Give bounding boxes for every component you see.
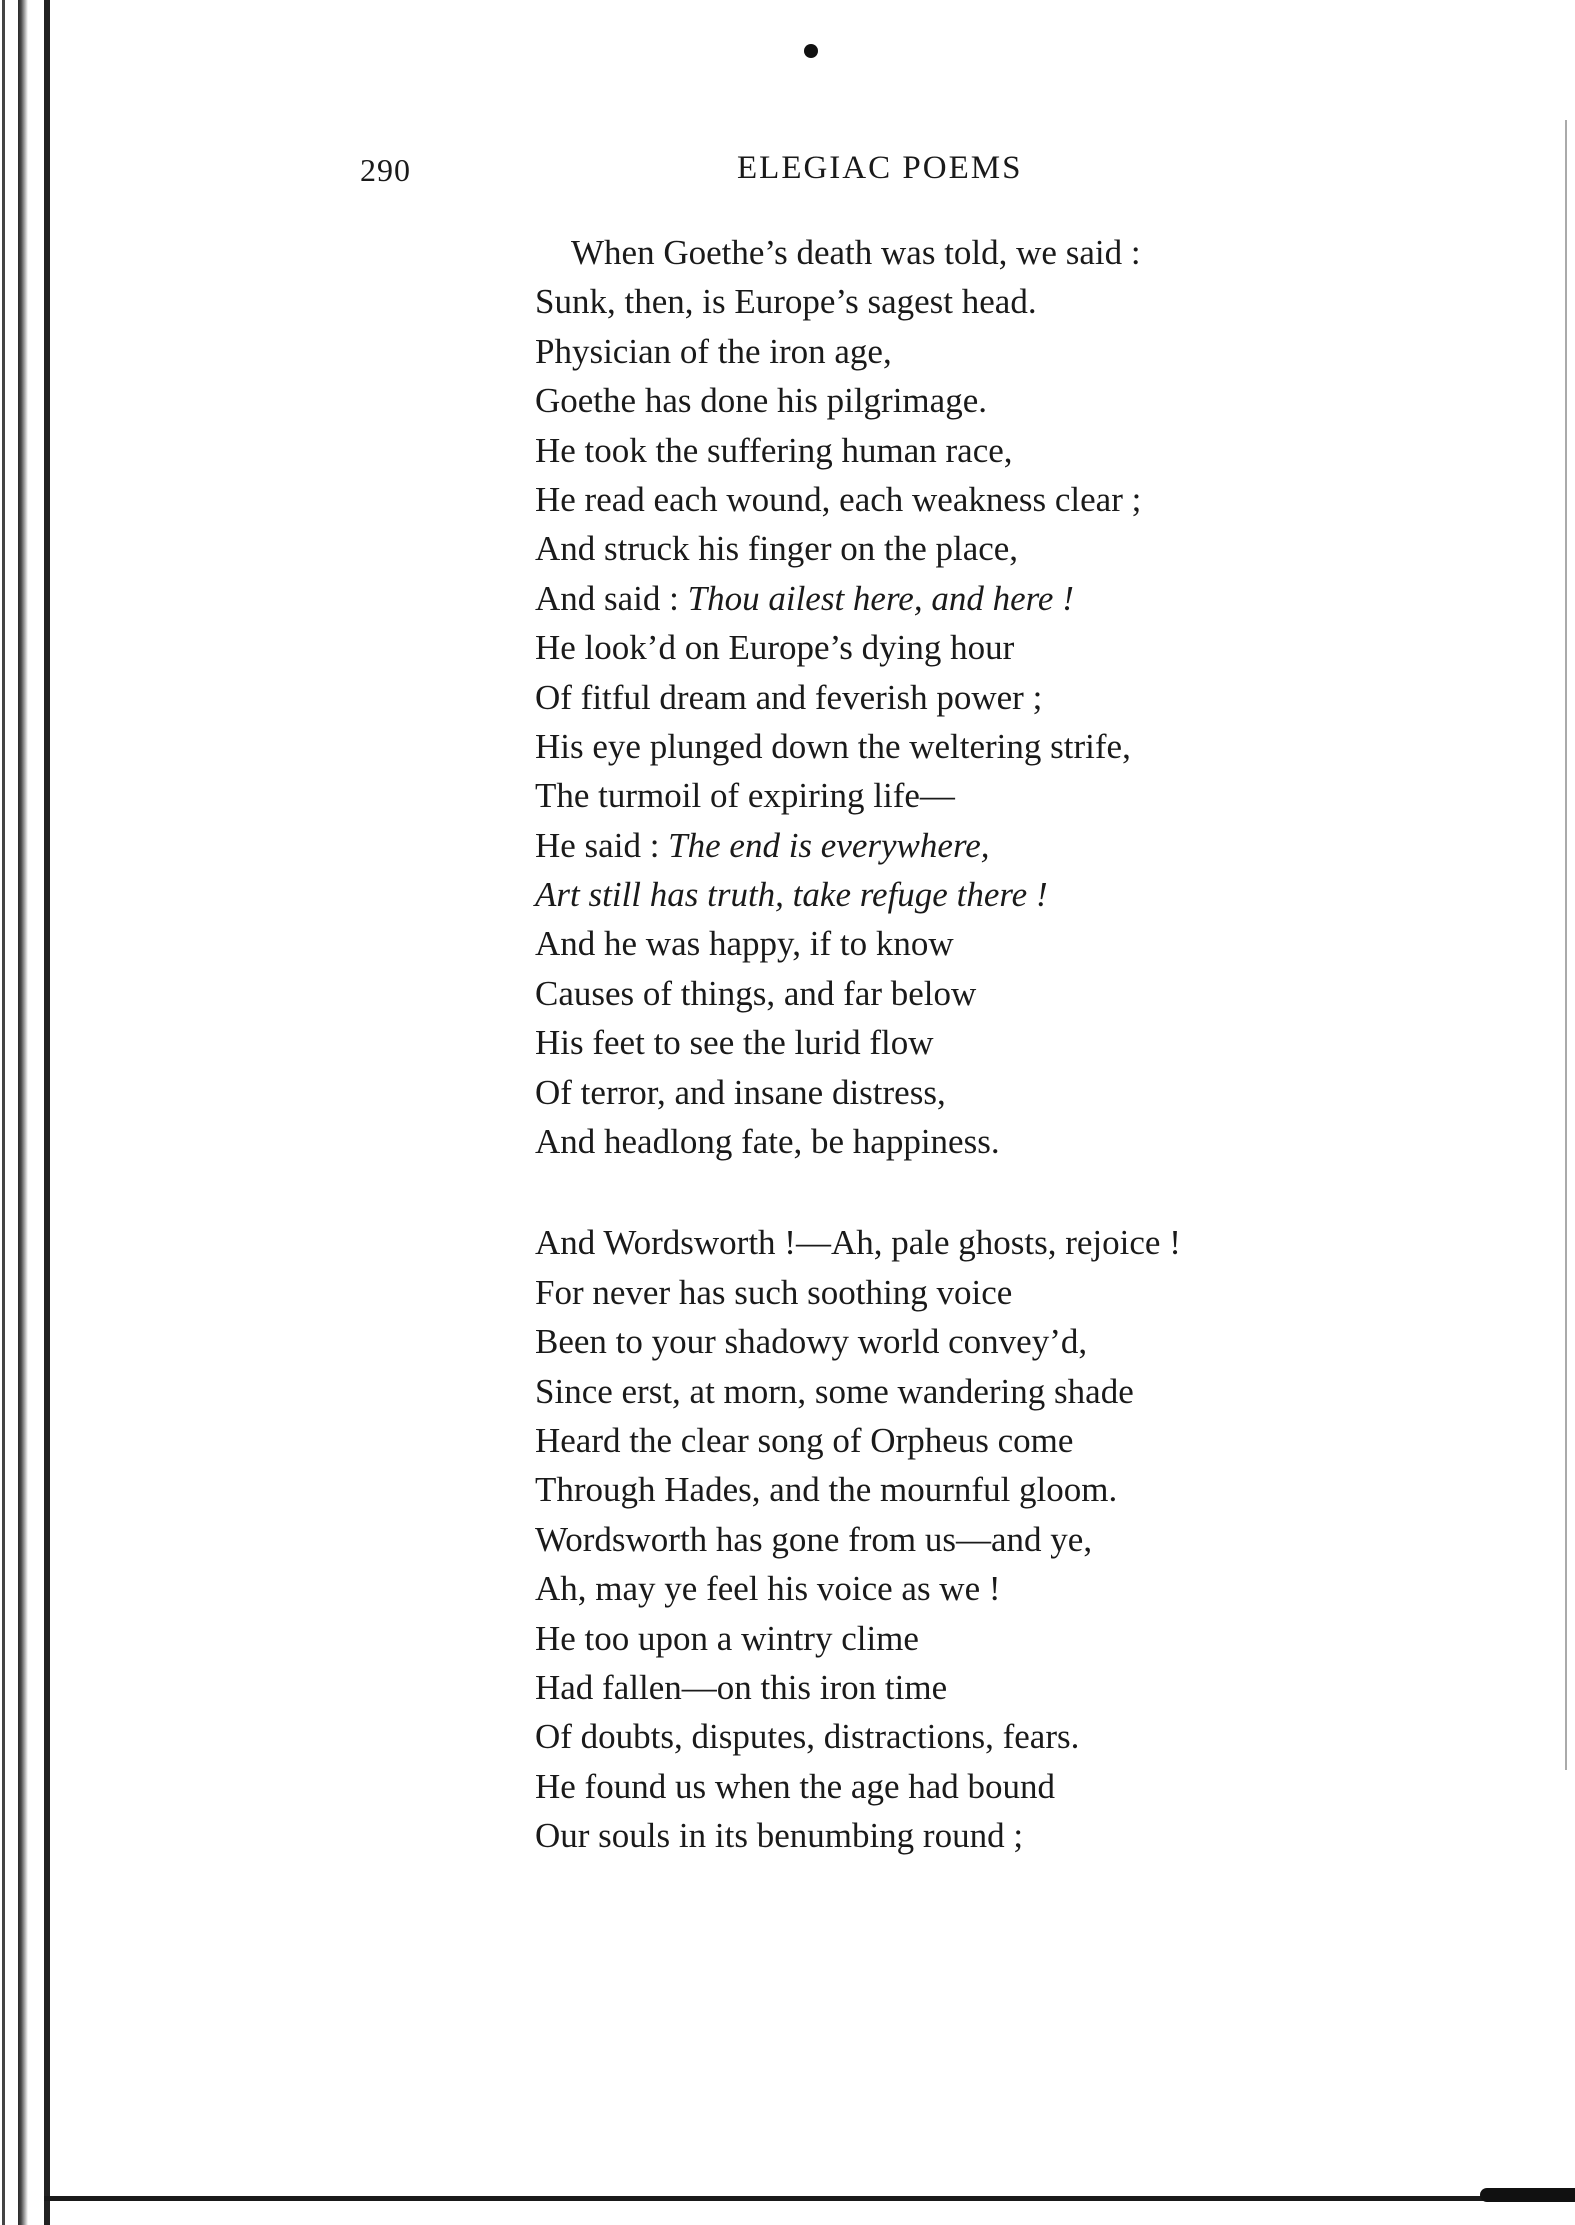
poem-line xyxy=(535,1614,1435,1663)
page-bottom-edge xyxy=(44,2196,1574,2201)
line-text: He too upon a wintry clime xyxy=(535,1618,919,1658)
poem-line xyxy=(535,1663,1435,1712)
poem-line xyxy=(535,1018,1435,1067)
poem-line xyxy=(535,623,1435,672)
poem-line xyxy=(535,1068,1435,1117)
line-text: Been to your shadowy world convey’d, xyxy=(535,1322,1088,1362)
line-text: The turmoil of expiring life— xyxy=(535,776,955,816)
line-text: And he was happy, if to know xyxy=(535,924,954,964)
line-text: He read each wound, each weakness clear ; xyxy=(535,479,1142,519)
poem-line xyxy=(535,919,1435,968)
line-text: Wordsworth has gone from us—and ye, xyxy=(535,1519,1093,1559)
scan-edge-shadow xyxy=(2,0,5,2225)
line-text: He found us when the age had bound xyxy=(535,1766,1056,1806)
poem-line xyxy=(535,376,1435,425)
line-text: Causes of things, and far below xyxy=(535,973,977,1013)
italic-text: Art still has truth, take refuge there ! xyxy=(535,875,1048,915)
stanza-break xyxy=(535,1166,1435,1218)
running-head: ELEGIAC POEMS xyxy=(737,150,1023,186)
line-text: He look’d on Europe’s dying hour xyxy=(535,628,1015,668)
poem-line xyxy=(535,1811,1435,1860)
line-text: Since erst, at morn, some wandering shade xyxy=(535,1371,1134,1411)
poem-line xyxy=(535,475,1435,524)
line-text: His feet to see the lurid flow xyxy=(535,1023,934,1063)
line-text: And headlong fate, be happiness. xyxy=(535,1122,1000,1162)
italic-text: Thou ailest here, and here ! xyxy=(687,578,1074,618)
poem-line xyxy=(535,870,1435,919)
line-text: His eye plunged down the weltering strife, xyxy=(535,726,1131,766)
stanza xyxy=(535,228,1435,1166)
line-text: Heard the clear song of Orpheus come xyxy=(535,1420,1074,1460)
poem-line xyxy=(535,1712,1435,1761)
line-text: Our souls in its benumbing round ; xyxy=(535,1816,1024,1856)
poem-line xyxy=(535,277,1435,326)
poem-line xyxy=(535,1515,1435,1564)
line-text: Had fallen—on this iron time xyxy=(535,1667,948,1707)
line-text: Of terror, and insane distress, xyxy=(535,1072,946,1112)
poem-line xyxy=(535,771,1435,820)
right-page-edge xyxy=(1565,120,1567,1770)
line-text: Ah, may ye feel his voice as we ! xyxy=(535,1569,1001,1609)
poem-line xyxy=(535,228,1435,277)
page-number: 290 xyxy=(360,152,411,188)
line-text: And said : xyxy=(535,578,688,618)
stanza xyxy=(535,1218,1435,1860)
line-text: And Wordsworth !—Ah, pale ghosts, rejoice ! xyxy=(535,1223,1181,1263)
poem-line xyxy=(535,1268,1435,1317)
poem-line xyxy=(535,1218,1435,1267)
italic-text: The end is everywhere, xyxy=(668,825,990,865)
line-text: He said : xyxy=(535,825,669,865)
line-text: Sunk, then, is Europe’s sagest head. xyxy=(535,282,1037,322)
ink-mark xyxy=(804,44,818,58)
poem-line xyxy=(535,821,1435,870)
line-text: He took the suffering human race, xyxy=(535,430,1013,470)
poem-line xyxy=(535,1762,1435,1811)
line-text: Through Hades, and the mournful gloom. xyxy=(535,1470,1118,1510)
binding-shadow xyxy=(18,0,28,2225)
poem-body xyxy=(535,228,1435,1861)
poem-line xyxy=(535,1317,1435,1366)
line-text: Physician of the iron age, xyxy=(535,331,892,371)
poem-line xyxy=(535,673,1435,722)
line-text: For never has such soothing voice xyxy=(535,1272,1013,1312)
line-text: And struck his finger on the place, xyxy=(535,529,1019,569)
poem-line xyxy=(535,1465,1435,1514)
poem-line xyxy=(535,1416,1435,1465)
page-bottom-corner xyxy=(1480,2188,1575,2202)
line-text: Of doubts, disputes, distractions, fears. xyxy=(535,1717,1080,1757)
poem-line xyxy=(535,1367,1435,1416)
poem-line xyxy=(535,574,1435,623)
poem-line xyxy=(535,1564,1435,1613)
poem-line xyxy=(535,1117,1435,1166)
line-text: Goethe has done his pilgrimage. xyxy=(535,381,987,421)
poem-line xyxy=(535,722,1435,771)
poem-line xyxy=(535,524,1435,573)
poem-line xyxy=(535,969,1435,1018)
poem-line xyxy=(535,327,1435,376)
poem-line xyxy=(535,426,1435,475)
binding-edge-line xyxy=(44,0,50,2225)
line-text: Of fitful dream and feverish power ; xyxy=(535,677,1043,717)
line-text: When Goethe’s death was told, we said : xyxy=(571,233,1141,272)
